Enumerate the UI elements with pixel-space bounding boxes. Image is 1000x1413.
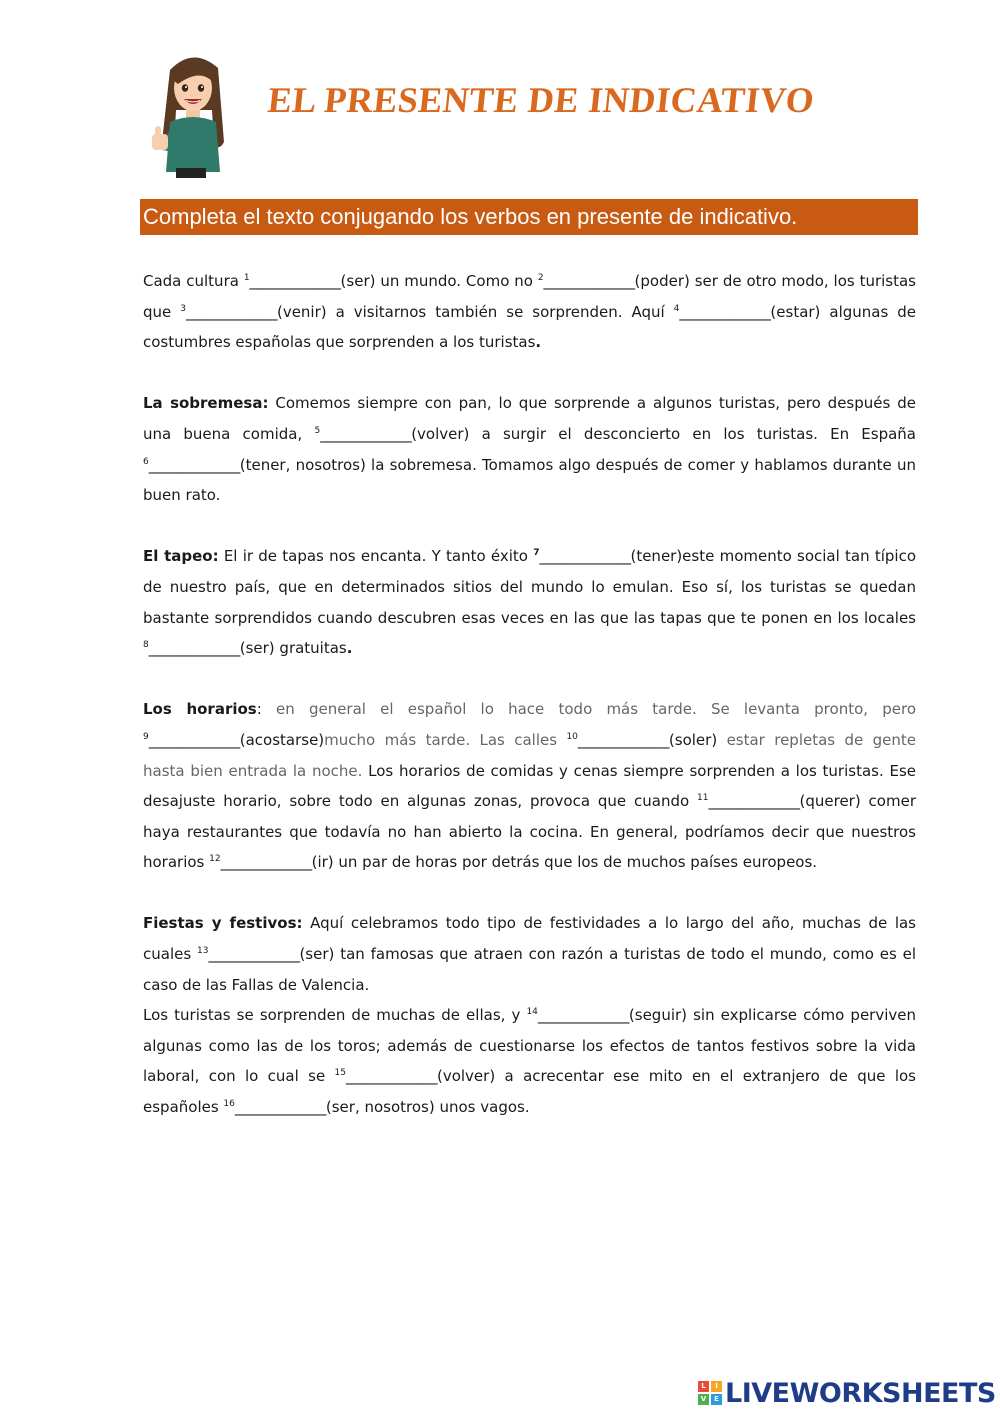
answer-blank-3[interactable]: _____________ — [185, 302, 277, 321]
page-title: EL PRESENTE DE INDICATIVO — [265, 80, 817, 120]
answer-blank-4[interactable]: _____________ — [679, 302, 771, 321]
logo-letter: V — [698, 1394, 709, 1405]
instruction-banner: Completa el texto conjugando los verbos en presente de indicativo. — [140, 199, 918, 235]
exercise-text — [143, 266, 916, 1123]
logo-icon — [698, 1381, 722, 1405]
answer-blank-15[interactable]: _____________ — [345, 1067, 437, 1086]
fiestas-heading: Fiestas y festivos: — [143, 914, 303, 933]
answer-blank-2[interactable]: _____________ — [543, 272, 635, 290]
horarios-heading: Los horarios — [143, 700, 257, 719]
sobremesa-paragraph: La sobremesa: Comemos siempre con pan, lo que sorprende a algunos turistas, pero después de una buena comida, $^5$_____________(volver) a surgir el desconcierto en los turistas. En España $^6$_____________(tener, nosotros) la sobremesa. Tomamos algo después de comer y hablamos durante un buen rato. — [143, 394, 916, 505]
answer-blank-16[interactable]: _____________ — [234, 1098, 326, 1117]
answer-blank-5[interactable]: _____________ — [320, 424, 412, 443]
logo-letter: E — [711, 1394, 722, 1405]
logo-letter: L — [698, 1381, 709, 1392]
tapeo-heading: El tapeo: — [143, 547, 219, 566]
teacher-avatar — [148, 50, 238, 178]
fiestas-paragraph-continued: Los turistas se sorprenden de muchas de ellas, y $^{14}$_____________(seguir) sin explicarse cómo perviven algunas como las de los toros; además de cuestionarse los efectos de tantos festivos sobre la vida laboral, con lo cual se $^{15}$_____________(volver) a acrecentar ese mito en el extranjero de que los españoles $^{16}$_____________(ser, nosotros) unos vagos. — [143, 1006, 916, 1117]
horarios-paragraph: Los horarios: en general el español lo hace todo más tarde. Se levanta pronto, pero $^9$_____________(acostarse)mucho más tarde. Las calles $^{10}$_____________(soler) estar repletas de gente hasta bien entrada la noche. Los horarios de comidas y cenas siempre sorprenden a los turistas. Ese desajuste horario, sobre todo en algunas zonas, provoca que cuando $^{11}$_____________(querer) comer haya restaurantes que todavía no han abierto la cocina. En general, podríamos decir que nuestros horarios $^{12}$_____________(ir) un par de horas por detrás que los de muchos países europeos. — [143, 700, 917, 872]
logo-letter: I — [711, 1381, 722, 1392]
answer-blank-14[interactable]: _____________ — [537, 1006, 629, 1025]
answer-blank-1[interactable]: _____________ — [249, 272, 341, 290]
liveworksheets-logo[interactable] — [698, 1376, 996, 1410]
answer-blank-12[interactable]: _____________ — [220, 853, 312, 872]
answer-blank-10[interactable]: _____________ — [577, 730, 669, 749]
answer-blank-8[interactable]: _____________ — [148, 639, 240, 658]
sobremesa-heading: La sobremesa: — [143, 394, 269, 413]
tapeo-paragraph: El tapeo: El ir de tapas nos encanta. Y tanto éxito $^7$_____________(tener)este momento social tan típico de nuestro país, que en determinados sitios del mundo lo emulan. Eso sí, los turistas se quedan bastante sorprendidos cuando descubren esas veces en las que las tapas que te ponen en los locales $^8$_____________(ser) gratuitas. — [143, 547, 916, 658]
answer-blank-9[interactable]: _____________ — [148, 730, 240, 749]
answer-blank-7[interactable]: _____________ — [539, 547, 631, 566]
intro-paragraph: Cada cultura $^1$_____________(ser) un mundo. Como no $^2$_____________(poder) ser de otro modo, los turistas que $^3$_____________(venir) a visitarnos también se sorprenden. Aquí $^4$_____________(estar) algunas de costumbres españolas que sorprenden a los turistas. — [143, 272, 916, 352]
logo-text: LIVEWORKSHEETS — [725, 1377, 996, 1409]
answer-blank-13[interactable]: _____________ — [208, 945, 300, 964]
answer-blank-6[interactable]: _____________ — [148, 455, 240, 474]
fiestas-paragraph: Fiestas y festivos: Aquí celebramos todo tipo de festividades a lo largo del año, muchas de las cuales $^{13}$_____________(ser) tan famosas que atraen con razón a turistas de todo el mundo, como es el caso de las Fallas de Valencia. — [143, 914, 916, 994]
answer-blank-11[interactable]: _____________ — [708, 792, 800, 811]
